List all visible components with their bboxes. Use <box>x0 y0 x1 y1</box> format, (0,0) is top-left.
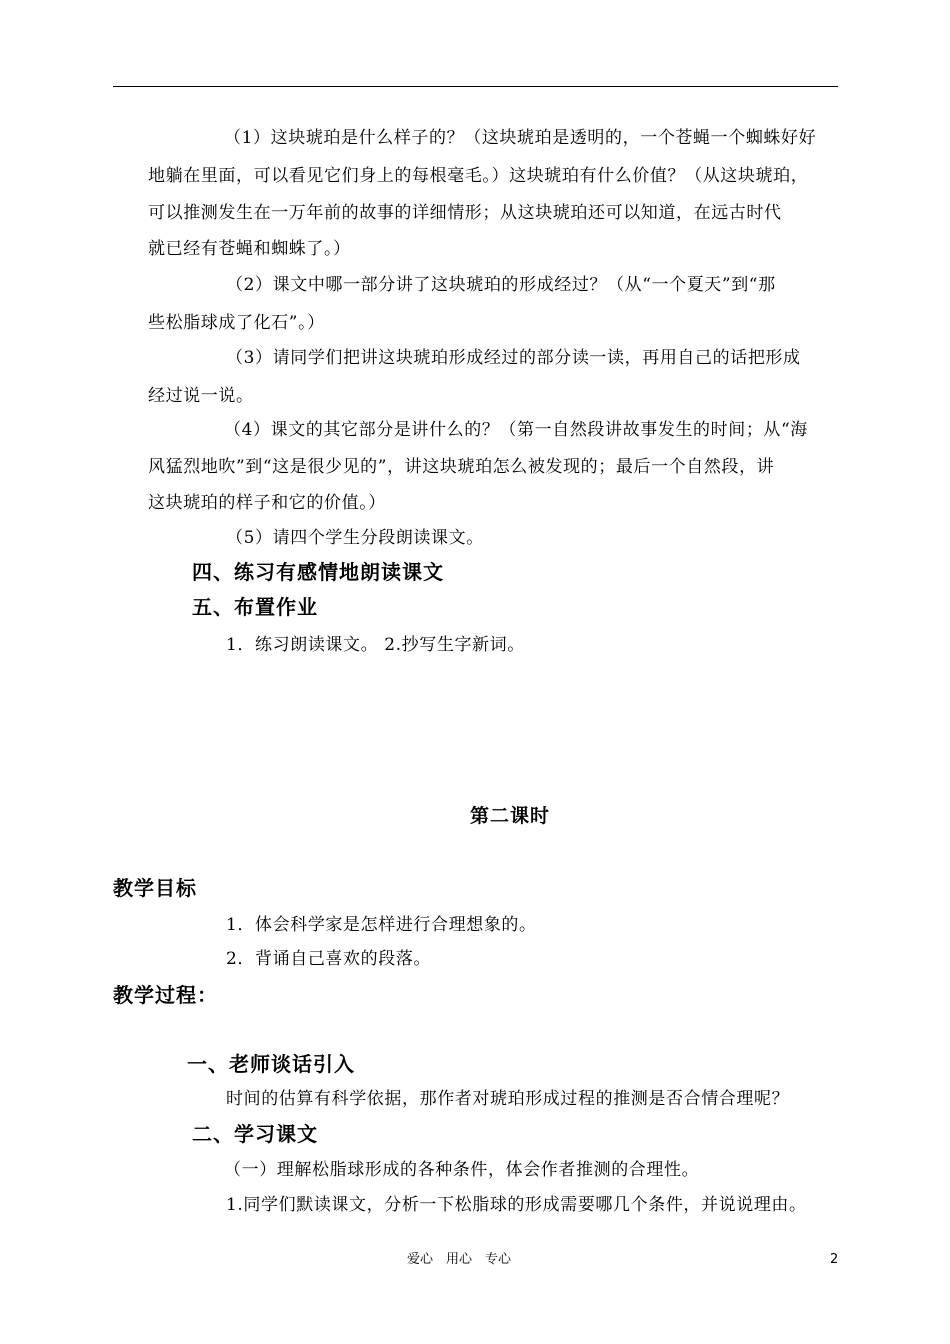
goals-heading: 教学目标 <box>113 876 197 900</box>
lesson-title: 第二课时 <box>470 805 551 827</box>
para-2-line-2: 些松脂球成了化石”。） <box>148 313 325 333</box>
para-4-line-1: （4）课文的其它部分是讲什么的？（第一自然段讲故事发生的时间；从“海 <box>224 420 808 440</box>
goal-1: 1．体会科学家是怎样进行合理想象的。 <box>226 915 537 935</box>
heading-four: 四、练习有感情地朗读课文 <box>192 560 444 584</box>
para-5: （5）请四个学生分段朗读课文。 <box>226 528 484 548</box>
para-1-line-1: （1）这块琥珀是什么样子的？（这块琥珀是透明的，一个苍蝇一个蜘蛛好好 <box>224 128 817 148</box>
header-rule <box>113 86 838 87</box>
step-two-heading: 二、学习课文 <box>192 1122 318 1146</box>
heading-five: 五、布置作业 <box>192 595 318 619</box>
step-two-item-1: 1.同学们默读课文，分析一下松脂球的形成需要哪几个条件，并说说理由。 <box>226 1195 807 1215</box>
para-3-line-2: 经过说一说。 <box>148 386 254 406</box>
page-number: 2 <box>830 1252 839 1267</box>
para-3-line-1: （3）请同学们把讲这块琥珀形成经过的部分读一读，再用自己的话把形成 <box>226 348 801 368</box>
para-4-line-2: 风猛烈地吹”到“这是很少见的”，讲这块琥珀怎么被发现的；最后一个自然段，讲 <box>148 457 775 477</box>
step-one-heading: 一、老师谈话引入 <box>187 1052 355 1076</box>
step-two-subheading: （一）理解松脂球形成的各种条件，体会作者推测的合理性。 <box>224 1160 700 1180</box>
para-4-line-3: 这块琥珀的样子和它的价值。） <box>148 493 386 513</box>
step-one-text: 时间的估算有科学依据，那作者对琥珀形成过程的推测是否合情合理呢？ <box>226 1089 790 1109</box>
footer-motto: 爱心 用心 专心 <box>407 1252 512 1267</box>
para-1-line-3: 可以推测发生在一万年前的故事的详细情形；从这块琥珀还可以知道，在远古时代 <box>148 203 782 223</box>
goal-2: 2．背诵自己喜欢的段落。 <box>226 949 432 969</box>
process-heading: 教学过程： <box>113 983 218 1007</box>
para-1-line-4: 就已经有苍蝇和蜘蛛了。） <box>148 239 351 259</box>
para-2-line-1: （2）课文中哪一部分讲了这块琥珀的形成经过？（从“一个夏天”到“那 <box>226 275 776 295</box>
homework-line: 1．练习朗读课文。 2.抄写生字新词。 <box>226 635 525 655</box>
para-1-line-2: 地躺在里面，可以看见它们身上的每根毫毛。）这块琥珀有什么价值？（从这块琥珀， <box>148 166 809 186</box>
